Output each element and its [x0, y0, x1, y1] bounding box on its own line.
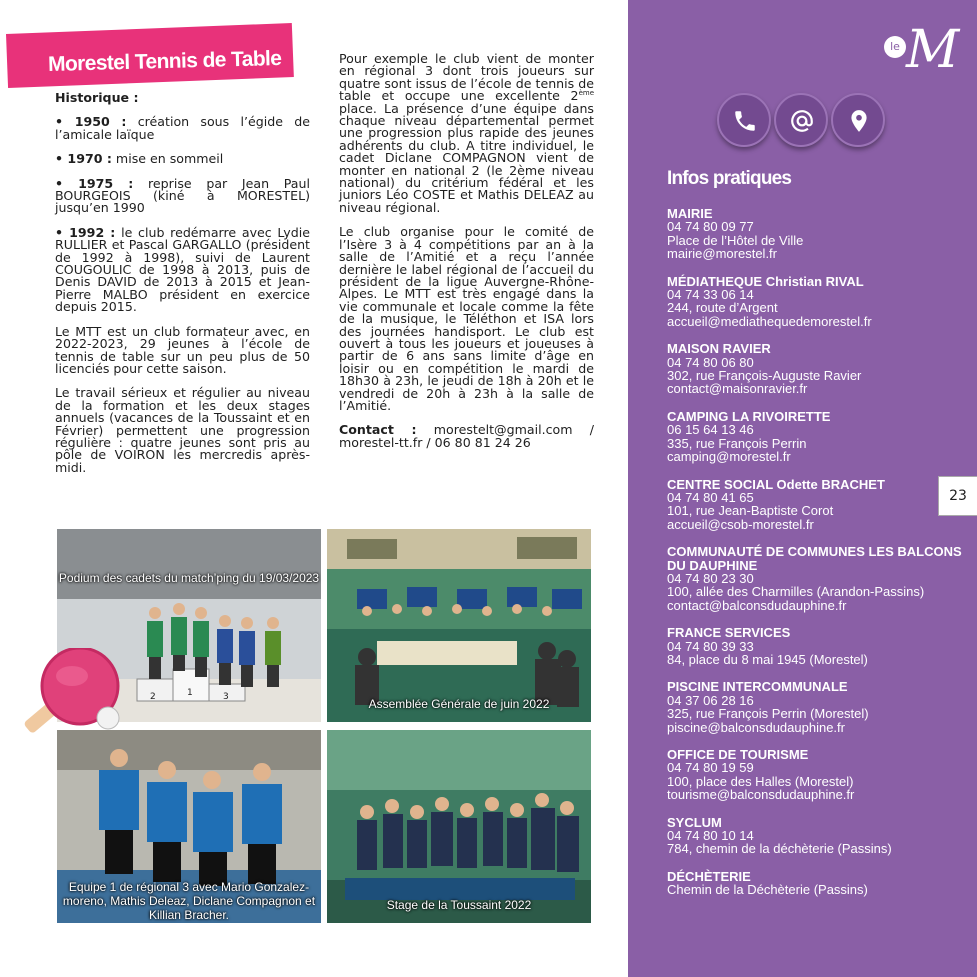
- contact-name: MÉDIATHEQUE Christian RIVAL: [667, 273, 864, 289]
- contact-name: COMMUNAUTÉ DE COMMUNES LES BALCONS DU DAUPHINE: [667, 544, 962, 573]
- events-paragraph: Le club organise pour le comité de l’Isère 3 à 4 compétitions par an à la salle de l’Amitié et a reçu l’année dernière le label régional de l’accueil du président de la ligue Auvergne-Rhône-Alpes. Le MTT est très engagé dans la vie communale et locale comme la fête de la musique, le Téléthon et ISA lors des journées handisport. Le club est ouvert à tous les joueurs et joueuses à partir de 6 ans sans limite d’âge en loisir ou en compétition le mardi de 18h30 à 23h, le jeudi de 18h à 20h et le vendredi de 20h à 23h à la salle de l’Amitié.: [339, 224, 594, 413]
- results-paragraph: [339, 53, 594, 214]
- history-text: reprise par Jean Paul BOURGEOIS (kiné à MORESTEL) jusqu’en 1990: [55, 175, 310, 216]
- contact-name: PISCINE INTERCOMMUNALE: [667, 679, 848, 695]
- superscript: ème: [578, 89, 594, 98]
- contact-entry: [667, 870, 967, 897]
- page-title: Morestel Tennis de Table: [47, 46, 282, 77]
- contact-entry: [667, 342, 967, 396]
- contact-line: Chemin de la Déchèterie (Passins): [667, 882, 868, 898]
- contact-line: 100, allée des Charmilles (Arandon-Passins): [667, 584, 925, 600]
- contact-line: 04 74 33 06 14: [667, 287, 754, 303]
- contact-entry: [667, 275, 967, 329]
- logo-m: M: [906, 20, 960, 80]
- phone-icon: [732, 108, 758, 134]
- history-item: [55, 116, 310, 141]
- email-button[interactable]: [774, 93, 828, 147]
- history-year: • 1992 :: [55, 224, 116, 240]
- contact-line: 335, rue François Perrin: [667, 435, 807, 451]
- contact-line: contact@balconsdudauphine.fr: [667, 597, 847, 613]
- contact-entry: [667, 207, 967, 261]
- map-pin-icon: [846, 108, 872, 134]
- contact-line: 325, rue François Perrin (Morestel): [667, 706, 869, 722]
- podium-number-2: 2: [150, 692, 156, 702]
- contact-line: 84, place du 8 mai 1945 (Morestel): [667, 651, 868, 667]
- location-button[interactable]: [831, 93, 885, 147]
- contact-line: 784, chemin de la déchèterie (Passins): [667, 841, 892, 857]
- contact-line: 244, route d’Argent: [667, 300, 778, 316]
- history-heading: Historique :: [55, 90, 139, 105]
- at-icon: [789, 108, 815, 134]
- contact-name: OFFICE DE TOURISME: [667, 747, 809, 762]
- history-item: [55, 175, 310, 216]
- results-text-b: place. La présence d’une équipe dans chaque niveau départemental permet une progression plus rapide des jeunes adhérents du club. A titre individuel, le cadet Diclane COMPAGNON vient de monter en national 2 (le 2ème niveau national) du critérium fédéral et les juniors Léo COSTE et Mathis DELEAZ au niveau régional.: [339, 100, 594, 215]
- caption-podium: Podium des cadets du match’ping du 19/03/2023: [58, 571, 320, 585]
- contact-line: camping@morestel.fr: [667, 449, 791, 465]
- contact-line: tourisme@balconsdudauphine.fr: [667, 787, 855, 803]
- le-m-logo: [884, 20, 964, 80]
- contact-entry: [667, 478, 967, 532]
- history-text: mise en sommeil: [115, 151, 224, 167]
- contact-line: 04 37 06 28 16: [667, 692, 754, 708]
- logo-le: le: [884, 36, 906, 58]
- contact-line: 04 74 80 23 30: [667, 570, 754, 586]
- history-text: création sous l’égide de l’amicale laïque: [55, 114, 310, 142]
- contact-entry: [667, 410, 967, 464]
- contact-line: 04 74 80 10 14: [667, 828, 754, 844]
- history-year: • 1975 :: [55, 175, 134, 191]
- podium-number-1: 1: [187, 688, 193, 698]
- contact-label: Contact :: [339, 422, 417, 438]
- club-column: [339, 53, 594, 461]
- contact-name: DÉCHÈTERIE: [667, 868, 751, 884]
- contact-name: SYCLUM: [667, 814, 722, 830]
- contact-text: morestelt@gmail.com / morestel-tt.fr / 06 80 81 24 26: [339, 422, 594, 450]
- contact-entry: [667, 680, 967, 734]
- photo-equipe: [57, 730, 321, 923]
- assembly-illustration: [327, 529, 591, 722]
- contact-line: Place de l’Hôtel de Ville: [667, 232, 804, 248]
- contact-line: 04 74 80 39 33: [667, 638, 754, 654]
- contact-line: 302, rue François-Auguste Ravier: [667, 368, 862, 384]
- contact-entry: [667, 545, 967, 612]
- caption-stage: Stage de la Toussaint 2022: [386, 898, 532, 912]
- photo-assemblee: [327, 529, 591, 722]
- contact-entry: [667, 816, 967, 856]
- caption-assemblee: Assemblée Générale de juin 2022: [368, 697, 550, 711]
- history-year: • 1950 :: [55, 114, 127, 130]
- paddle-icon: [22, 648, 132, 748]
- history-item: [55, 224, 310, 315]
- contact-paragraph: [339, 424, 594, 449]
- training-paragraph: Le travail sérieux et régulier au niveau de la formation et les deux stages annuels (vacances de la Toussaint et en Février) permettent une progression régulière : quatre jeunes sont pris au pôle de VOIRON les mercredis après-midi.: [55, 385, 310, 475]
- stage-illustration: [327, 730, 591, 923]
- contact-list: [667, 207, 967, 911]
- contact-line: 101, rue Jean-Baptiste Corot: [667, 503, 834, 519]
- contact-line: accueil@mediathequedemorestel.fr: [667, 313, 872, 329]
- contact-line: accueil@csob-morestel.fr: [667, 516, 814, 532]
- contact-name: CENTRE SOCIAL Odette BRACHET: [667, 476, 885, 492]
- contact-entry: [667, 748, 967, 802]
- history-item: [55, 153, 310, 165]
- contact-line: 04 74 80 19 59: [667, 760, 754, 776]
- contact-name: FRANCE SERVICES: [667, 625, 791, 641]
- info-title: Infos pratiques: [667, 168, 792, 189]
- contact-line: 04 74 80 09 77: [667, 219, 754, 235]
- history-column: [55, 92, 310, 486]
- history-year: • 1970 :: [55, 151, 112, 167]
- contact-line: 04 74 80 06 80: [667, 354, 754, 370]
- history-text: le club redémarre avec Lydie RULLIER et Pascal GARGALLO (président de 1992 à 1998), suivi de Laurent COUGOULIC de 1998 à 2013, puis de Denis DAVID de 2013 à 2015 et Jean-Pierre MALBO président en exercice depuis 2015.: [55, 224, 310, 315]
- contact-name: MAISON RAVIER: [667, 341, 771, 357]
- contact-name: CAMPING LA RIVOIRETTE: [667, 408, 831, 424]
- contact-line: 100, place des Halles (Morestel): [667, 773, 854, 789]
- podium-number-3: 3: [223, 692, 229, 702]
- contact-entry: [667, 626, 967, 666]
- caption-equipe: Equipe 1 de régional 3 avec Mario Gonzalez-moreno, Mathis Deleaz, Diclane Compagnon et Killian Bracher.: [62, 880, 316, 922]
- contact-line: mairie@morestel.fr: [667, 246, 777, 262]
- contact-name: MAIRIE: [667, 206, 713, 221]
- contact-line: piscine@balconsdudauphine.fr: [667, 719, 845, 735]
- phone-button[interactable]: [717, 93, 771, 147]
- page-number: 23: [938, 476, 977, 516]
- contact-line: 06 15 64 13 46: [667, 422, 754, 438]
- contact-line: 04 74 80 41 65: [667, 489, 754, 505]
- contact-line: contact@maisonravier.fr: [667, 381, 808, 397]
- photo-stage: [327, 730, 591, 923]
- club-paragraph: Le MTT est un club formateur avec, en 2022-2023, 29 jeunes à l’école de tennis de table sur un peu plus de 50 licenciés pour cette saison.: [55, 323, 310, 376]
- results-text-a: Pour exemple le club vient de monter en régional 3 dont trois joueurs sur quatre sont issus de l’école de tennis de table et occupe une excellente 2: [339, 51, 594, 104]
